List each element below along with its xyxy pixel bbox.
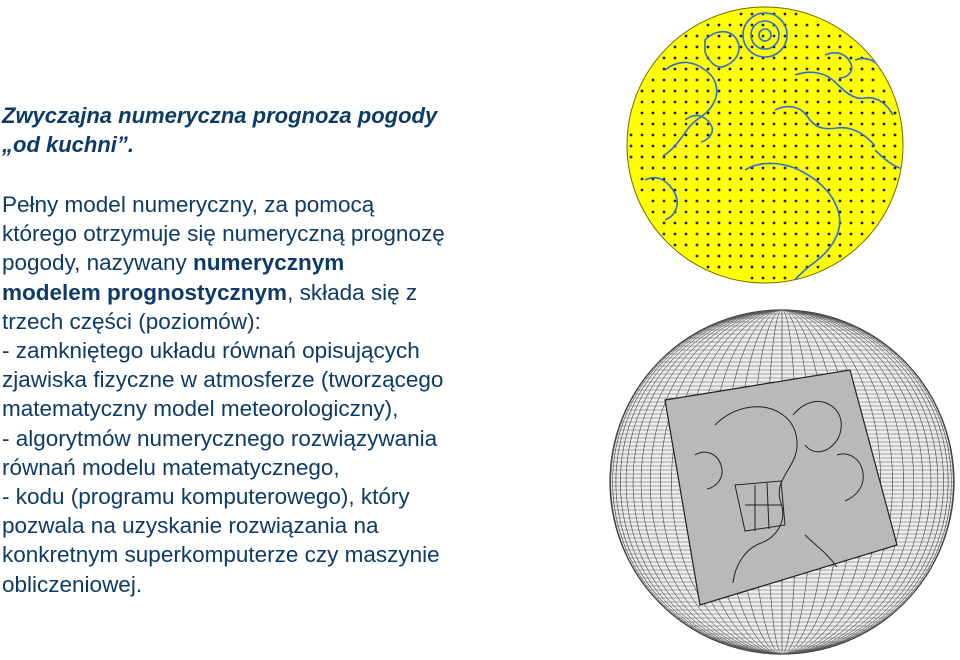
- body-line-1: Pełny model numeryczny, za pomocą: [2, 192, 375, 217]
- global-grid-globe-image: [625, 0, 910, 290]
- body-line-9: - algorytmów numerycznego rozwiązywania: [2, 425, 438, 451]
- body-line-4: [2, 278, 602, 307]
- body-paragraph: [2, 190, 602, 599]
- body-line-13: konkretnym superkomputerze czy maszynie: [2, 542, 440, 568]
- body-line-4-plain: , składa się z: [287, 279, 418, 305]
- body-line-3: [2, 248, 602, 277]
- body-line-10: równań modelu matematycznego,: [2, 454, 340, 480]
- body-line-3-plain: pogody, nazywany: [2, 250, 193, 276]
- body-line-11: - kodu (programu komputerowego), który: [2, 484, 410, 510]
- body-line-5: trzech części (poziomów):: [2, 308, 261, 334]
- term-modelem-prognostycznym: modelem prognostycznym: [2, 279, 288, 305]
- slide-title: [2, 101, 437, 159]
- regional-grid-globe-image: [605, 305, 960, 660]
- title-line-2: „od kuchni”.: [2, 132, 134, 157]
- body-line-12: pozwala na uzyskanie rozwiązania na: [2, 513, 379, 539]
- term-numerycznym: numerycznym: [192, 250, 345, 276]
- title-line-1: Zwyczajna numeryczna prognoza pogody: [2, 103, 438, 128]
- body-line-2: którego otrzymuje się numeryczną prognozę: [2, 221, 445, 247]
- body-line-8: matematyczny model meteorologiczny),: [2, 396, 399, 422]
- body-line-14: obliczeniowej.: [2, 571, 143, 597]
- body-line-7: zjawiska fizyczne w atmosferze (tworzącego: [2, 367, 444, 393]
- body-line-6: - zamkniętego układu równań opisujących: [2, 338, 420, 364]
